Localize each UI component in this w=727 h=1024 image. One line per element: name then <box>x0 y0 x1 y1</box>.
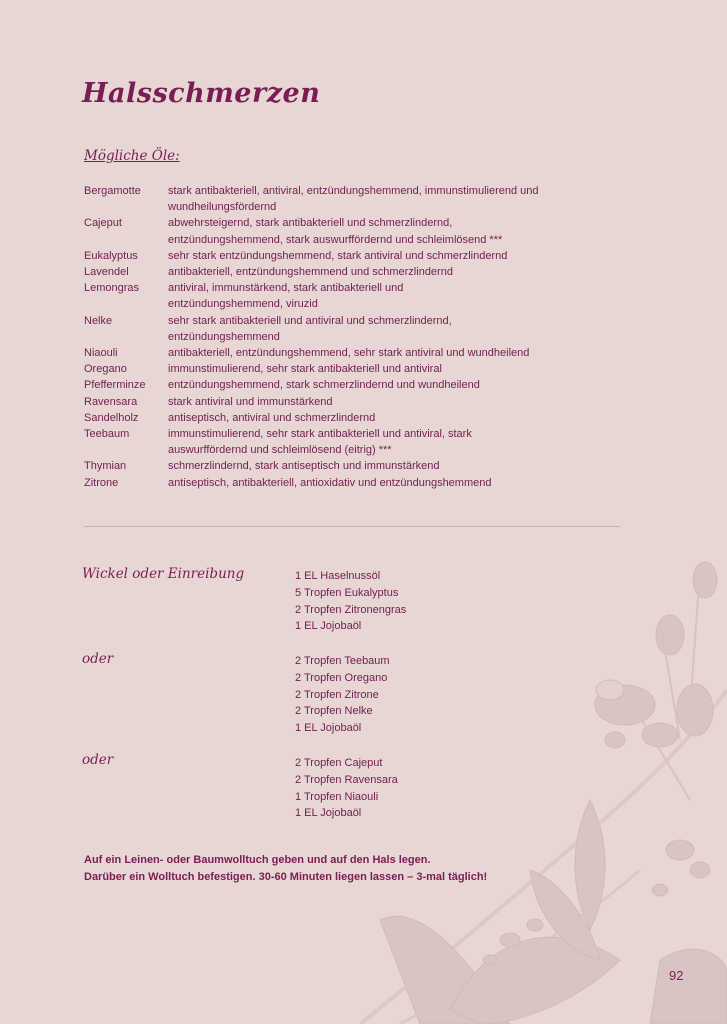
oil-description <box>168 264 604 280</box>
instruction-line: Darüber ein Wolltuch befestigen. 30-60 Minuten liegen lassen – 3-mal täglich! <box>84 871 488 883</box>
ingredient: 1 Tropfen Niaouli <box>295 790 379 803</box>
page-title: Halsschmerzen <box>82 78 321 109</box>
oil-description-line: auswurffördernd und schleimlösend (eitrig) *** <box>168 444 392 457</box>
ingredient: 2 Tropfen Nelke <box>295 705 373 718</box>
oil-name: Bergamotte <box>84 185 141 197</box>
section-subtitle: Mögliche Öle: <box>84 148 180 164</box>
section-divider <box>84 526 620 527</box>
oil-description <box>168 394 604 410</box>
oil-list <box>84 183 604 491</box>
recipe-label: oder <box>82 651 114 667</box>
oil-row <box>84 361 604 377</box>
oil-description-line: antiseptisch, antibakteriell, antioxidativ und entzündungshemmend <box>168 476 492 489</box>
ingredient: 2 Tropfen Oregano <box>295 671 388 684</box>
oil-name: Teebaum <box>84 428 130 441</box>
oil-description-line: abwehrsteigernd, stark antibakteriell und schmerzlindernd, <box>168 217 453 230</box>
oil-description-line: stark antiviral und immunstärkend <box>168 395 333 408</box>
oil-row <box>84 458 604 474</box>
oil-name: Sandelholz <box>84 411 139 424</box>
oil-description-line: antiviral, immunstärkend, stark antibakteriell und <box>168 282 404 295</box>
ingredient: 2 Tropfen Cajeput <box>295 757 383 769</box>
oil-description-line: immunstimulierend, sehr stark antibakteriell und antiviral, stark <box>168 428 472 441</box>
oil-row <box>84 248 604 264</box>
oil-description-line: antibakteriell, entzündungshemmend und schmerzlindernd <box>168 266 453 279</box>
oil-description-line: entzündungshemmend, viruzid <box>168 298 318 311</box>
oil-row <box>84 410 604 426</box>
oil-description <box>168 280 604 312</box>
oil-description-line: immunstimulierend, sehr stark antibakteriell und antiviral <box>168 363 442 376</box>
oil-description-line: entzündungshemmend, stark schmerzlindernd und wundheilend <box>168 379 480 392</box>
oil-description <box>168 345 604 361</box>
oil-name: Lavendel <box>84 266 129 279</box>
oil-description <box>168 361 604 377</box>
oil-name: Lemongras <box>84 282 140 295</box>
oil-description-line: sehr stark entzündungshemmend, stark antiviral und schmerzlindernd <box>168 249 508 262</box>
oil-row <box>84 264 604 280</box>
floral-illustration <box>360 540 727 1024</box>
oil-row <box>84 280 604 312</box>
oil-description <box>168 215 604 247</box>
ingredient: 1 EL Jojobaöl <box>295 722 362 735</box>
recipe-ingredients <box>295 755 398 822</box>
oil-row <box>84 313 604 345</box>
recipe-ingredients <box>295 653 390 737</box>
page-number: 92 <box>669 968 684 983</box>
oil-name: Cajeput <box>84 217 122 230</box>
ingredient: 2 Tropfen Zitronengras <box>295 603 407 616</box>
oil-row <box>84 345 604 361</box>
instruction-line: Auf ein Leinen- oder Baumwolltuch geben und auf den Hals legen. <box>84 854 431 866</box>
oil-description-line: antiseptisch, antiviral und schmerzlindernd <box>168 411 376 424</box>
ingredient: 1 EL Jojobaöl <box>295 807 362 820</box>
oil-name: Thymian <box>84 460 127 473</box>
oil-description-line: schmerzlindernd, stark antiseptisch und immunstärkend <box>168 460 440 473</box>
application-instructions <box>84 852 487 886</box>
oil-description-line: sehr stark antibakteriell und antiviral und schmerzlindernd, <box>168 314 452 327</box>
oil-name: Eukalyptus <box>84 249 138 262</box>
recipe-label: Wickel oder Einreibung <box>82 566 245 582</box>
oil-row <box>84 426 604 458</box>
oil-description <box>168 458 604 474</box>
oil-description-line: stark antibakteriell, antiviral, entzündungshemmend, immunstimulierend und <box>168 185 539 197</box>
oil-row <box>84 183 604 215</box>
oil-description <box>168 248 604 264</box>
oil-name: Nelke <box>84 314 113 327</box>
recipe-label: oder <box>82 752 114 768</box>
ingredient: 2 Tropfen Zitrone <box>295 688 379 701</box>
oil-description <box>168 426 604 458</box>
ingredient: 2 Tropfen Ravensara <box>295 773 398 786</box>
oil-row <box>84 394 604 410</box>
oil-name: Oregano <box>84 363 127 376</box>
oil-description-line: antibakteriell, entzündungshemmend, sehr stark antiviral und wundheilend <box>168 347 530 360</box>
oil-name: Pfefferminze <box>84 379 146 392</box>
oil-description-line: entzündungshemmend <box>168 330 280 343</box>
oil-row <box>84 215 604 247</box>
ingredient: 1 EL Jojobaöl <box>295 620 362 633</box>
ingredient: 1 EL Haselnussöl <box>295 570 381 582</box>
oil-row <box>84 475 604 491</box>
oil-description <box>168 475 604 491</box>
oil-name: Ravensara <box>84 395 138 408</box>
oil-description <box>168 377 604 393</box>
oil-description <box>168 183 604 215</box>
ingredient: 2 Tropfen Teebaum <box>295 655 390 667</box>
oil-description-line: entzündungshemmend, stark auswurffördernd und schleimlösend *** <box>168 233 503 246</box>
ingredient: 5 Tropfen Eukalyptus <box>295 586 399 599</box>
oil-row <box>84 377 604 393</box>
oil-name: Zitrone <box>84 476 119 489</box>
oil-description-line: wundheilungsfördernd <box>168 201 277 214</box>
recipe-ingredients <box>295 568 406 635</box>
oil-description <box>168 410 604 426</box>
oil-description <box>168 313 604 345</box>
oil-name: Niaouli <box>84 347 118 360</box>
